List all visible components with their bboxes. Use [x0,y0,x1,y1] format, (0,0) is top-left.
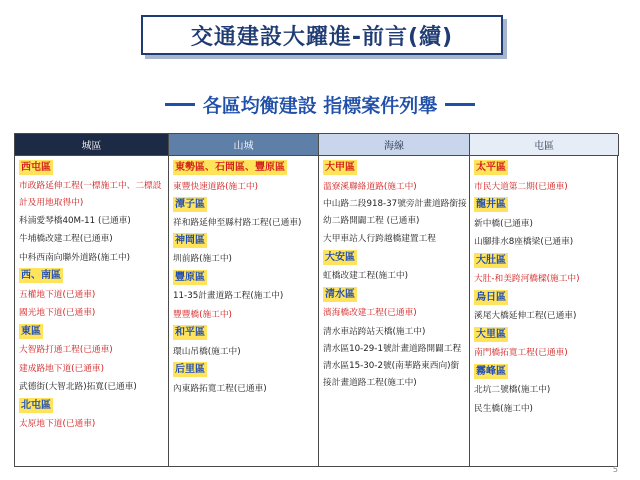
district-row [173,361,316,380]
project-row [474,233,617,252]
district-row [173,232,316,251]
project-label: 科湳愛琴橋40M-11 (已通車) [19,215,131,226]
project-label: 太原地下道(已通車) [19,419,96,429]
project-label: 五權地下道(已通車) [19,289,96,300]
column-tun [470,156,619,466]
project-row [19,286,166,305]
project-row [323,341,467,358]
project-label: 市政路延伸工程(一標施工中、二標設計及用地取得中) [19,180,162,208]
project-row [474,344,617,363]
project-row [19,249,166,268]
district-label: 太平區 [476,162,506,173]
district-label: 西、南區 [21,270,61,281]
project-row [474,178,617,197]
project-label: 新中橋(已通車) [474,218,533,229]
project-row [173,178,316,197]
project-row [474,270,617,289]
project-label: 國光地下道(已通車) [19,308,96,318]
district-row [19,267,166,286]
district-row [474,159,617,178]
project-label: 民生橋(施工中) [474,403,533,414]
project-label: 牛埔橋改建工程(已通車) [19,234,113,244]
column-header-tun: 屯區 [470,134,619,156]
project-label: 11-35計畫道路工程(施工中) [173,291,284,301]
district-label: 潭子區 [175,199,205,210]
district-label: 和平區 [175,327,205,338]
project-row [323,323,467,342]
district-row [323,286,467,305]
column-header-urban: 城區 [15,134,169,156]
project-row [323,196,467,230]
project-row [323,230,467,249]
district-label: 清水區 [325,288,355,300]
district-label: 大肚區 [476,254,506,266]
district-label: 大里區 [476,328,506,340]
district-row [323,159,467,178]
project-label: 溫寮溪聯絡道路(施工中) [323,181,417,192]
project-label: 內東路拓寬工程(已通車) [173,383,267,394]
district-row [19,159,166,178]
district-row [474,252,617,271]
projects-table [14,133,618,467]
column-header-mountain: 山城 [169,134,319,156]
title-banner [141,15,503,55]
project-row [173,343,316,362]
district-row [173,269,316,288]
project-label: 中科西南向聯外道路(施工中) [19,252,131,263]
project-label: 中山路二段918-37號旁計畫道路銜接幼二路開闢工程 (已通車) [323,199,467,226]
district-row [323,249,467,268]
subtitle-dash-left [165,103,195,106]
project-label: 南門橋拓寬工程(已通車) [474,348,568,358]
district-label: 霧峰區 [476,365,506,377]
page-title: 交通建設大躍進-前言(續) [190,24,454,50]
project-row [173,287,316,306]
project-row [474,400,617,419]
project-label: 清水區10-29-1號計畫道路開闢工程 [323,344,462,354]
project-row [173,306,316,325]
project-row [19,304,166,323]
project-row [474,215,617,234]
project-label: 濱海橋改建工程(已通車) [323,308,417,318]
district-label: 豐原區 [175,271,205,283]
project-row [323,358,467,392]
district-label: 東區 [21,325,41,337]
district-label: 西屯區 [21,162,51,173]
project-label: 溪尾大橋延伸工程(已通車) [474,311,577,321]
project-label: 環山吊橋(施工中) [173,346,241,357]
project-row [19,378,166,397]
project-row [19,341,166,360]
district-row [19,397,166,416]
project-row [19,360,166,379]
district-label: 大安區 [325,251,355,263]
district-row [19,323,166,342]
district-label: 烏日區 [476,291,506,303]
project-row [173,380,316,399]
project-label: 山腳排水8座橋梁(已通車) [474,237,574,247]
project-label: 大智路打通工程(已通車) [19,345,113,355]
district-label: 大甲區 [325,162,355,173]
project-row [474,381,617,400]
district-label: 神岡區 [175,234,205,246]
project-row [173,250,316,269]
project-row [474,307,617,326]
project-label: 北坑二號橋(施工中) [474,385,551,395]
district-row [173,196,316,215]
project-label: 大甲車站人行跨越橋建置工程 [323,234,436,244]
project-label: 祥和路延伸至縣村路工程(已通車) [173,217,302,228]
subtitle-row [0,90,640,118]
district-row [173,324,316,343]
project-row [19,415,166,434]
subtitle-dash-right [445,103,475,106]
project-label: 大肚-和美跨河橋樑(施工中) [474,274,580,284]
project-row [19,212,166,231]
project-label: 市民大道第二期(已通車) [474,181,568,192]
district-row [474,289,617,308]
district-row [474,363,617,382]
project-label: 豐豐橋(施工中) [173,309,232,320]
column-urban [15,156,169,466]
project-row [19,178,166,212]
project-label: 東豐快速道路(施工中) [173,181,258,192]
district-label: 東勢區、石岡區、豐原區 [175,162,285,173]
project-row [19,230,166,249]
project-label: 武德街(大智北路)拓寬(已通車) [19,382,137,392]
project-label: 建成路地下道(已通車) [19,363,104,374]
project-row [173,215,316,232]
column-header-coastal: 海線 [319,134,470,156]
project-label: 圳前路(施工中) [173,254,232,264]
page-number: 5 [612,465,618,474]
column-mountain [169,156,319,466]
district-label: 后里區 [175,364,205,375]
project-row [323,267,467,286]
column-coastal [319,156,470,466]
district-label: 北屯區 [21,399,51,411]
district-row [474,196,617,215]
project-label: 虹橋改建工程(施工中) [323,271,408,281]
project-label: 清水區15-30-2號(南華路東西向)銜接計畫道路工程(施工中) [323,361,460,388]
project-label: 清水車站跨站天橋(施工中) [323,326,426,337]
subtitle: 各區均衡建設 指標案件列舉 [202,94,438,117]
project-row [323,304,467,323]
district-label: 龍井區 [476,199,506,210]
project-row [323,178,467,197]
district-row [173,159,316,178]
district-row [474,326,617,345]
